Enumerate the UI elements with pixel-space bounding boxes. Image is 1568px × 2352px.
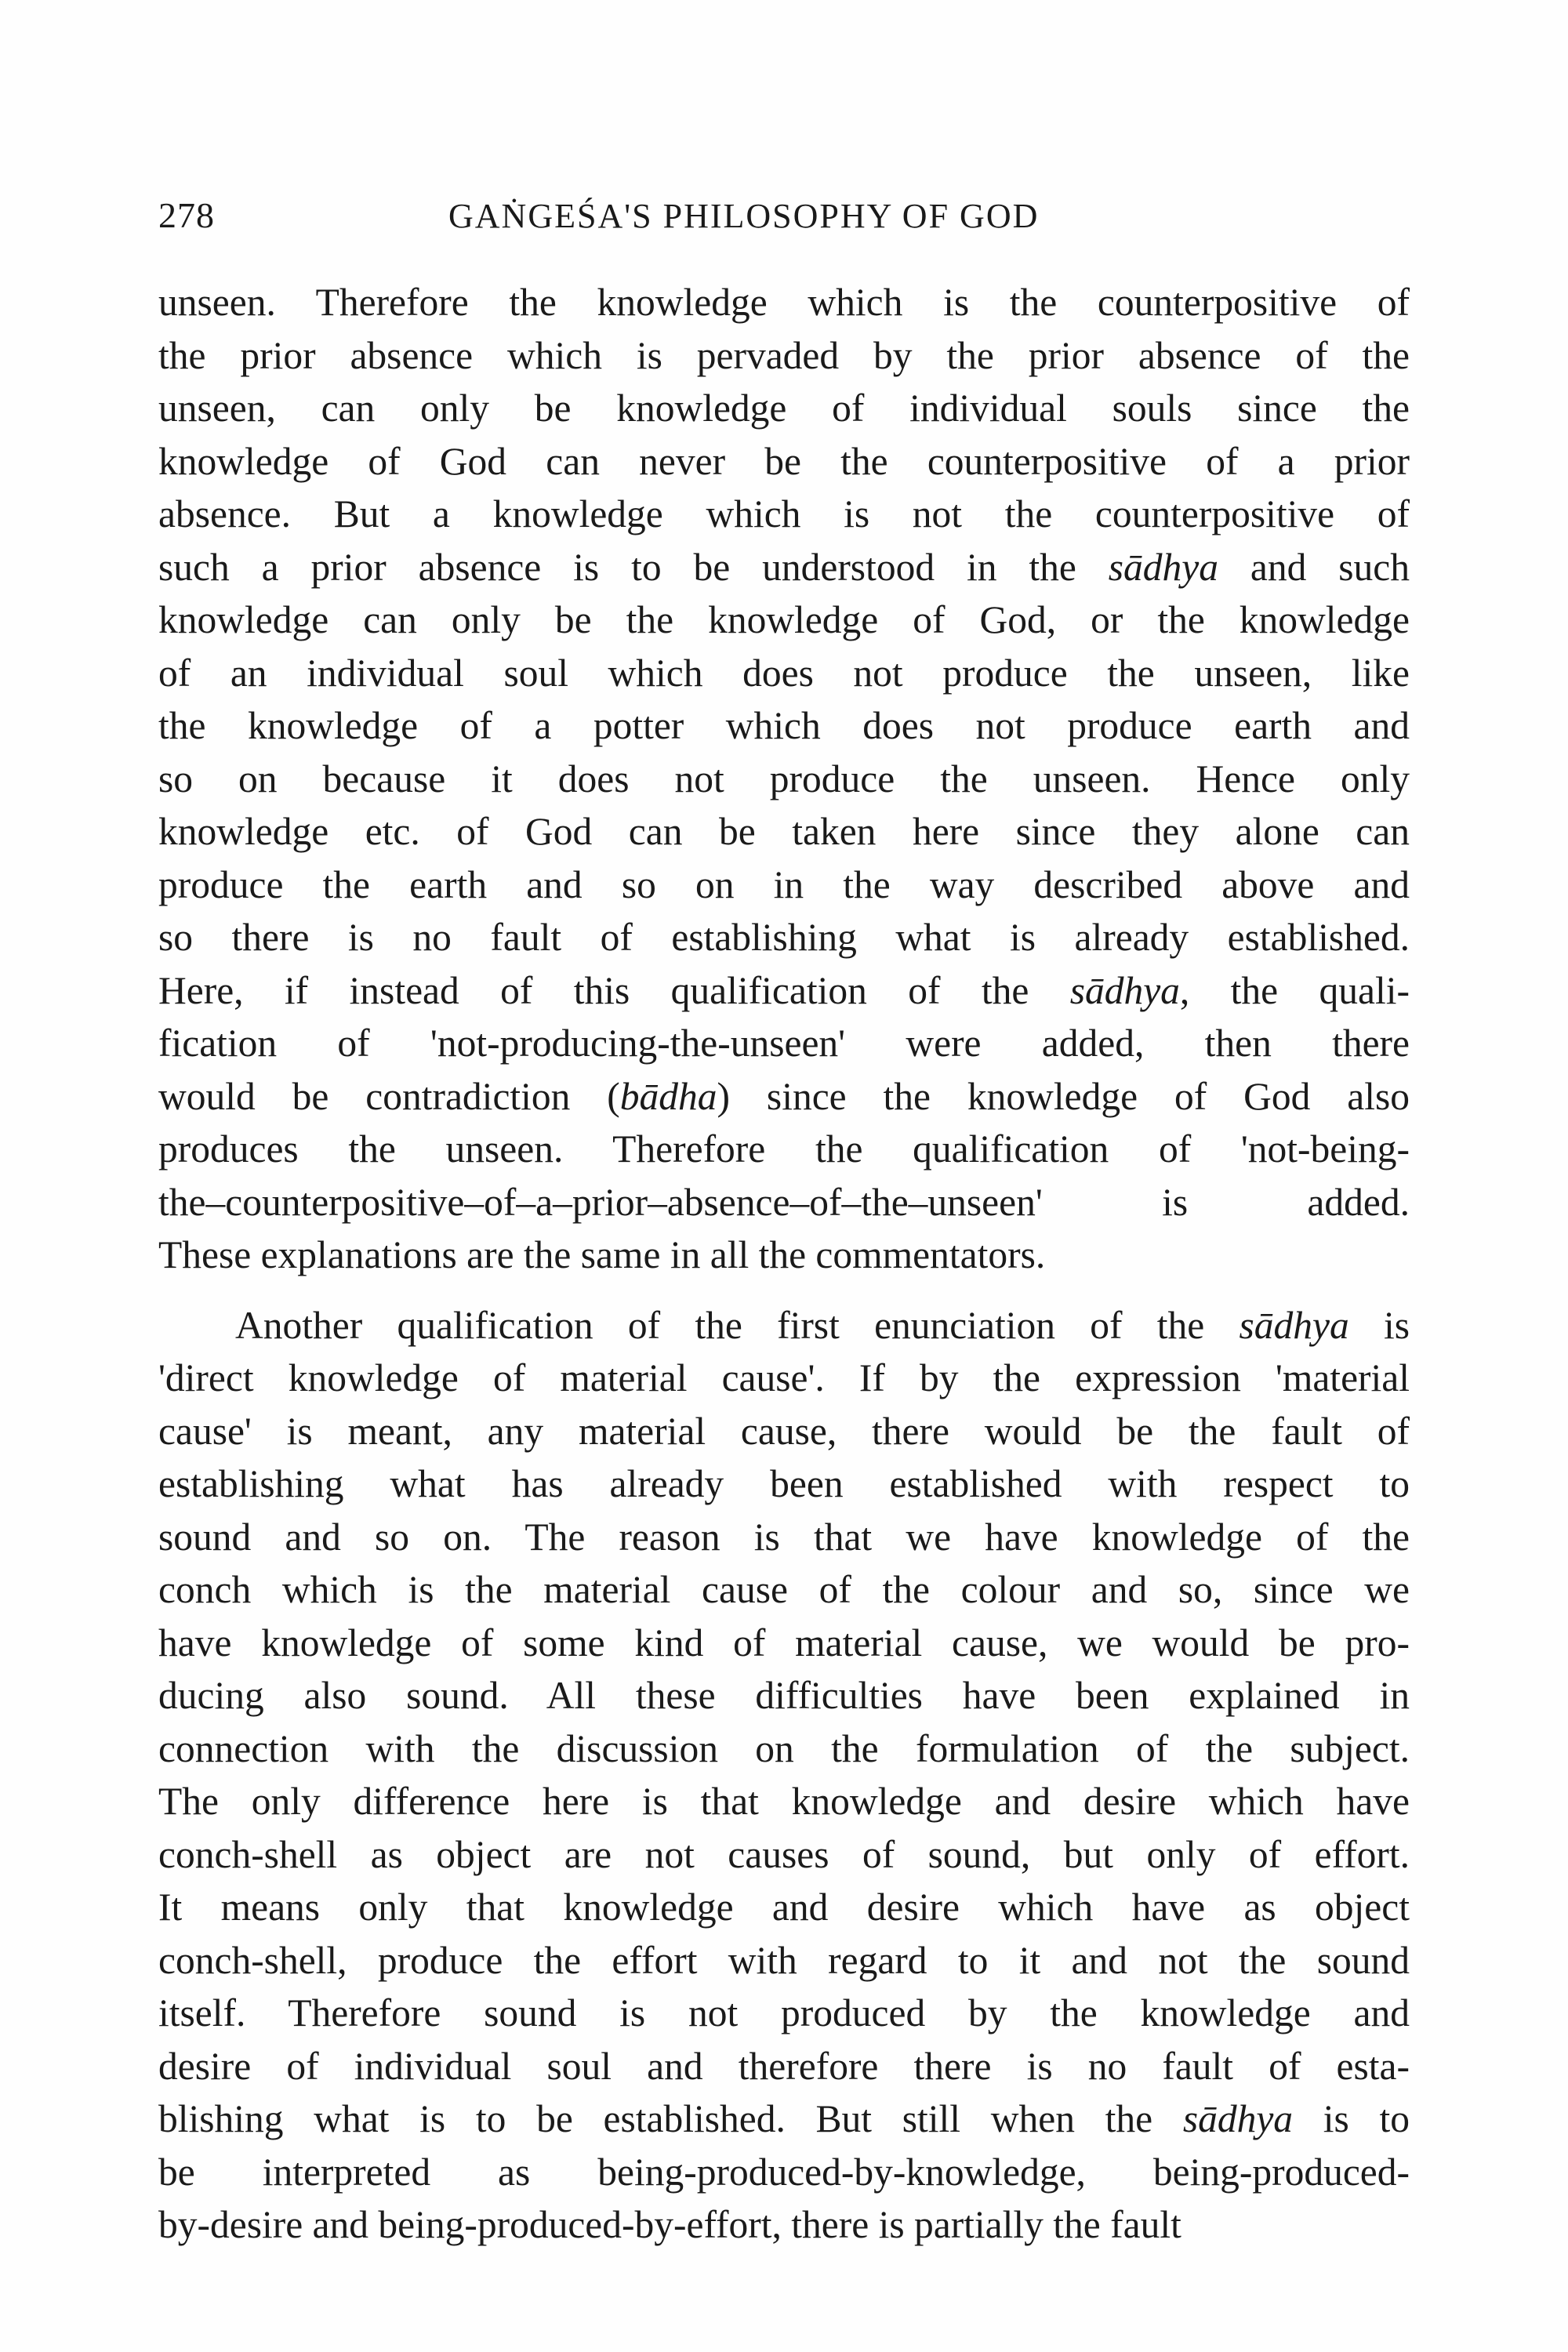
text-segment: the prior absence which is pervaded by the prior absence of the [158,333,1410,377]
text-segment: the knowledge of a potter which does not produce earth and [158,704,1410,747]
text-segment: conch which is the material cause of the colour and so, since we [158,1568,1410,1611]
text-line [158,1017,1410,1070]
text-segment: so on because it does not produce the unseen. Hence only [158,757,1410,800]
text-line [158,1669,1410,1722]
text-segment: 'direct knowledge of material cause'. If by the expression 'material [158,1356,1410,1399]
body-text [158,276,1410,2252]
text-line [158,1617,1410,1670]
text-line [158,964,1410,1018]
paragraph [158,1299,1410,2252]
running-head: GAṄGEŚA'S PHILOSOPHY OF GOD [448,197,1040,235]
text-line [158,647,1410,700]
text-segment: so there is no fault of establishing what is already established. [158,916,1410,959]
text-segment: knowledge etc. of God can be taken here since they alone can [158,810,1410,853]
text-line [158,911,1410,964]
text-segment: connection with the discussion on the formulation of the subject. [158,1726,1410,1770]
text-segment: the–counterpositive–of–a–prior–absence–of–the–unseen' is added. [158,1180,1410,1224]
text-line [158,1457,1410,1511]
text-line [158,805,1410,858]
text-line [158,329,1410,383]
text-segment: sound and so on. The reason is that we have knowledge of the [158,1515,1410,1559]
text-segment: absence. But a knowledge which is not the counterpositive of [158,492,1410,535]
italic-term: bādha [619,1074,717,1118]
text-segment: knowledge can only be the knowledge of God, or the knowledge [158,598,1410,641]
text-segment: produce the earth and so on in the way described above and [158,862,1410,906]
text-line [158,1123,1410,1176]
text-segment: These explanations are the same in all the commentators. [158,1233,1046,1276]
text-line [158,541,1410,594]
text-segment: ) since the knowledge of God also [717,1074,1410,1118]
text-line [158,753,1410,806]
text-line [158,1352,1410,1405]
text-segment: desire of individual soul and therefore there is no fault of esta- [158,2044,1410,2088]
text-segment: establishing what has already been established with respect to [158,1462,1410,1505]
text-line [158,1563,1410,1617]
text-line [158,1828,1410,1882]
text-segment: by-desire and being-produced-by-effort, there is partially the fault [158,2203,1181,2246]
text-segment: unseen. Therefore the knowledge which is the counterpositive of [158,281,1410,324]
text-segment: itself. Therefore sound is not produced by the knowledge and [158,1991,1410,2034]
text-line [158,1229,1410,1282]
text-line [158,1405,1410,1458]
page-header [158,194,1410,241]
text-line [158,699,1410,753]
text-segment: knowledge of God can never be the counterpositive of a prior [158,439,1410,483]
text-line [158,2040,1410,2093]
text-segment: The only difference here is that knowledge and desire which have [158,1780,1410,1823]
text-line [158,593,1410,647]
text-segment: conch-shell, produce the effort with regard to it and not the sound [158,1938,1410,1982]
text-line [158,1775,1410,1828]
italic-term: sādhya [1182,2097,1294,2140]
text-line [158,2198,1410,2252]
text-line [158,1987,1410,2040]
text-segment: be interpreted as being-produced-by-knowledge, being-produced- [158,2150,1410,2194]
text-line [158,435,1410,488]
italic-term: sādhya [1108,545,1218,589]
text-line [158,1511,1410,1564]
text-line [158,1934,1410,1987]
text-segment: is to [1293,2097,1410,2140]
text-line [158,858,1410,912]
text-segment: have knowledge of some kind of material cause, we would be pro- [158,1621,1410,1664]
text-line [158,382,1410,435]
text-line [158,1299,1410,1352]
paragraph [158,276,1410,1282]
text-segment: conch-shell as object are not causes of sound, but only of effort. [158,1832,1410,1876]
text-line [158,276,1410,329]
text-line [158,1881,1410,1934]
text-segment: produces the unseen. Therefore the qualification of 'not-being- [158,1127,1410,1171]
text-segment: It means only that knowledge and desire which have as object [158,1886,1410,1929]
text-segment: blishing what is to be established. But still when the [158,2097,1183,2140]
text-segment: Here, if instead of this qualification of the [158,968,1070,1012]
text-segment: and such [1218,545,1410,589]
text-segment: cause' is meant, any material cause, there would be the fault of [158,1409,1410,1453]
text-segment: fication of 'not-producing-the-unseen' were added, then there [158,1022,1410,1065]
text-segment: , the quali- [1179,968,1410,1012]
text-line [158,1176,1410,1229]
italic-term: sādhya [1069,968,1180,1012]
text-line [158,488,1410,541]
text-segment: of an individual soul which does not produce the unseen, like [158,651,1410,695]
italic-term: sādhya [1239,1303,1349,1347]
text-line [158,2146,1410,2199]
text-segment: would be contradiction ( [158,1074,620,1118]
text-line [158,1070,1410,1123]
page-number: 278 [158,195,215,235]
text-line [158,1722,1410,1776]
text-segment: is [1348,1303,1410,1347]
text-segment: ducing also sound. All these difficulties have been explained in [158,1674,1410,1717]
text-segment: Another qualification of the first enunciation of the [235,1303,1240,1347]
text-segment: such a prior absence is to be understood in the [158,545,1109,589]
text-line [158,2092,1410,2146]
text-segment: unseen, can only be knowledge of individual souls since the [158,387,1410,430]
